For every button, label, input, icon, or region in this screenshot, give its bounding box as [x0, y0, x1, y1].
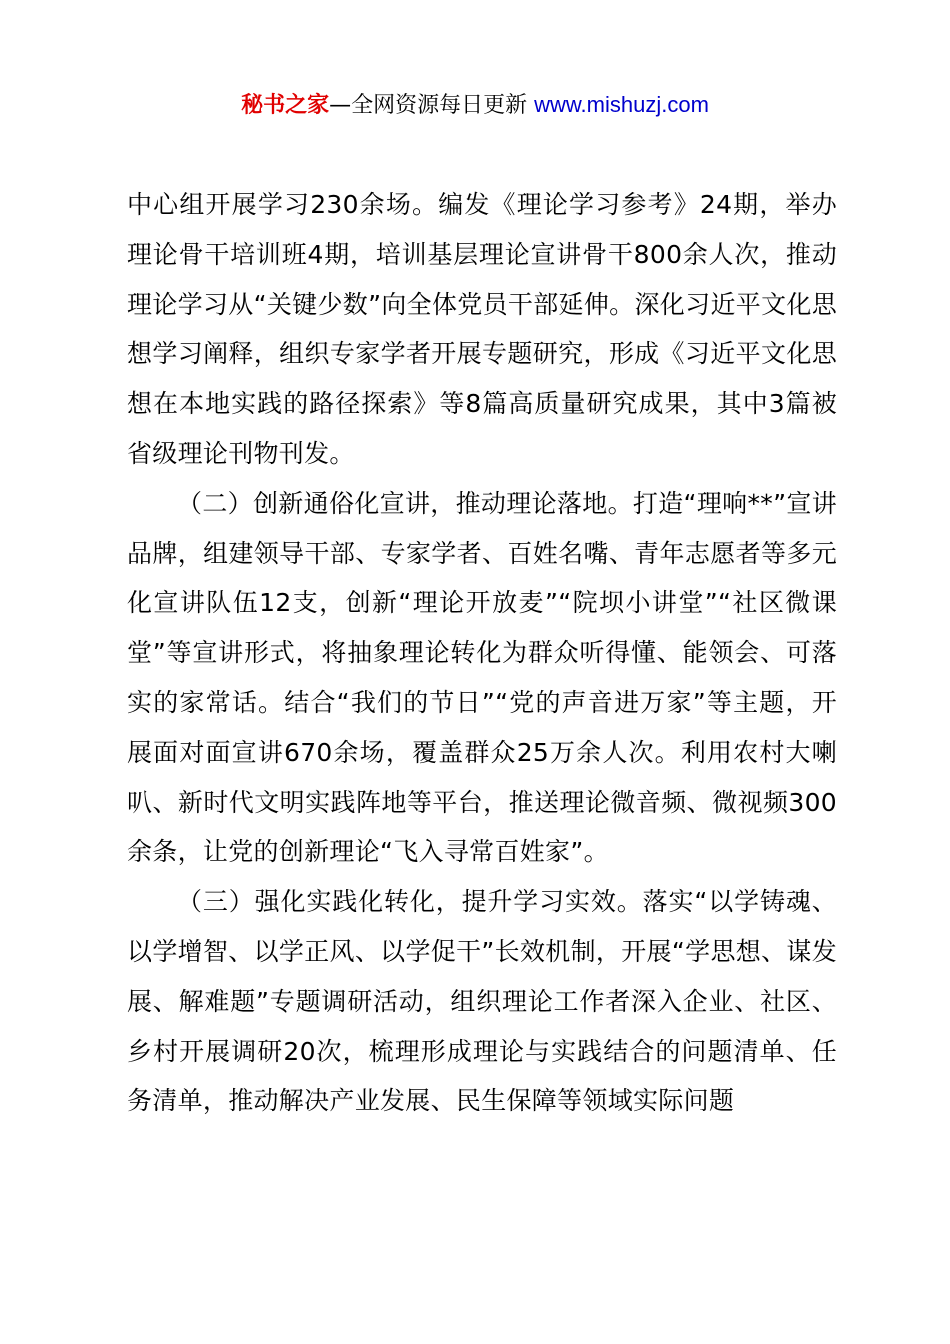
paragraph-continuation: 中心组开展学习230余场。编发《理论学习参考》24期，举办理论骨干培训班4期，培训基层理论宣讲骨干800余人次，推动理论学习从“关键少数”向全体党员干部延伸。深化习近平文化思想学习阐释，组织专家学者开展专题研究，形成《习近平文化思想在本地实践的路径探索》等8篇高质量研究成果，其中3篇被省级理论刊物刊发。 [127, 190, 837, 468]
paragraph-section-2: （二）创新通俗化宣讲，推动理论落地。打造“理响**”宣讲品牌，组建领导干部、专家学者、百姓名嘴、青年志愿者等多元化宣讲队伍12支，创新“理论开放麦”“院坝小讲堂”“社区微课堂”等宣讲形式，将抽象理论转化为群众听得懂、能领会、可落实的家常话。结合“我们的节日”“党的声音进万家”等主题，开展面对面宣讲670余场，覆盖群众25万余人次。利用农村大喇叭、新时代文明实践阵地等平台，推送理论微音频、微视频300余条，让党的创新理论“飞入寻常百姓家”。 [127, 488, 837, 867]
paragraph-section-3: （三）强化实践化转化，提升学习实效。落实“以学铸魂、以学增智、以学正风、以学促干”长效机制，开展“学思想、谋发展、解难题”专题调研活动，组织理论工作者深入企业、社区、乡村开展调研20次，梳理形成理论与实践结合的问题清单、任务清单，推动解决产业发展、民生保障等领域实际问题 [127, 887, 837, 1116]
document-body [127, 180, 837, 1126]
site-slogan: —全网资源每日更新 [329, 93, 535, 118]
page-header [0, 88, 950, 123]
site-brand: 秘书之家 [241, 93, 330, 118]
site-url-link[interactable]: www.mishuzj.com [534, 92, 709, 117]
